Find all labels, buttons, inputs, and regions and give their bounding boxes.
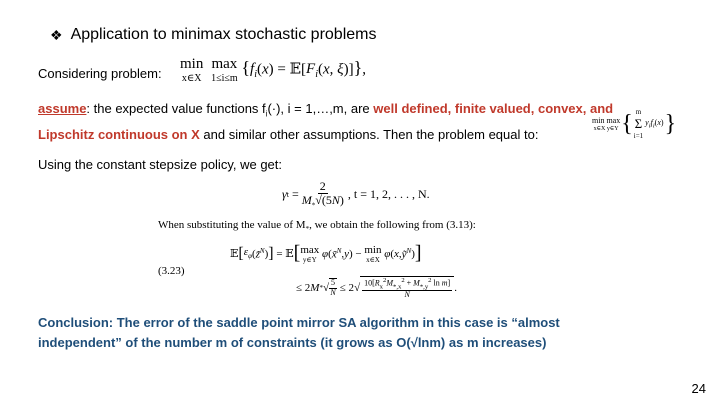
title-text: Application to minimax stochastic problems — [70, 26, 377, 43]
substituting-text: When substituting the value of $M_*$, we obtain the following from (3.13): — [158, 219, 476, 234]
bullet-icon: ❖ — [50, 26, 63, 43]
assume-text3: and similar other assumptions. Then the problem equal to: — [199, 126, 539, 142]
gamma-numerator: 2 — [319, 179, 326, 193]
equation-label: (3.23) — [158, 265, 185, 277]
bound-line: ≤ 2 M * √ $\frac{5}{N}$ ≤ 2 √ $\frac{10[R_x^2M_{*,x}^2 + M_{*,y}^2 \ln m]}{N}$ . — [296, 277, 457, 300]
gamma-tail: , t = 1, 2, . . . , N. — [347, 187, 430, 202]
assume-text1: : the expected value functions f — [86, 101, 266, 116]
substituting-part2: , we obtain the following from (3.13): — [309, 219, 476, 231]
stepsize-text: Using the constant stepsize policy, we get: — [38, 157, 282, 172]
considering-label: Considering problem: — [38, 66, 162, 81]
equivalent-formula: min max x∈X y∈Y { m Σ i=1 $y_if_i(x)$ } — [592, 108, 677, 140]
substituting-part1: When substituting the value of M — [158, 219, 306, 231]
conclusion-line1: Conclusion: The error of the saddle point mirror SA algorithm in this case is “almost — [38, 315, 560, 330]
conclusion-line2: independent” of the number m of constraints (it grows as O(√lnm) as m increases) — [38, 335, 547, 350]
assume-highlight2: Lipschitz continuous on X — [38, 126, 200, 142]
assume-text2: (·), i = 1,…,m, are — [267, 101, 374, 116]
assume-lead: assume — [38, 101, 87, 116]
slide-title — [50, 26, 376, 44]
problem-formula: min x∈X max 1≤i≤m {$f_i(x)$ = $𝔼[F_i(x$, ξ)]}, — [180, 56, 366, 84]
page-number: 24 — [691, 381, 706, 396]
gamma-formula: γ t = $\frac{2}{M_*√(5N)}$ , t = 1, 2, . . . , N. — [282, 179, 430, 209]
conclusion — [38, 313, 560, 353]
assume-paragraph: assume: the expected value functions $f_i(\cdot)$, i = 1,…,m, are well defined, finite valued, convex, and Lipschitz continuous on X and similar other assumptions. Then the problem equal to: — [38, 101, 614, 142]
assume-highlight1: well defined, finite valued, convex, and — [373, 101, 614, 116]
expectation-line: 𝔼 [ $\varepsilon_\varphi$ ( z̃$^N$ ) ] = 𝔼 [ max y∈Y φ ( x̃$^N$ , y ) − min x∈X φ ( x , ỹ$^N$ ) ] — [230, 242, 422, 264]
